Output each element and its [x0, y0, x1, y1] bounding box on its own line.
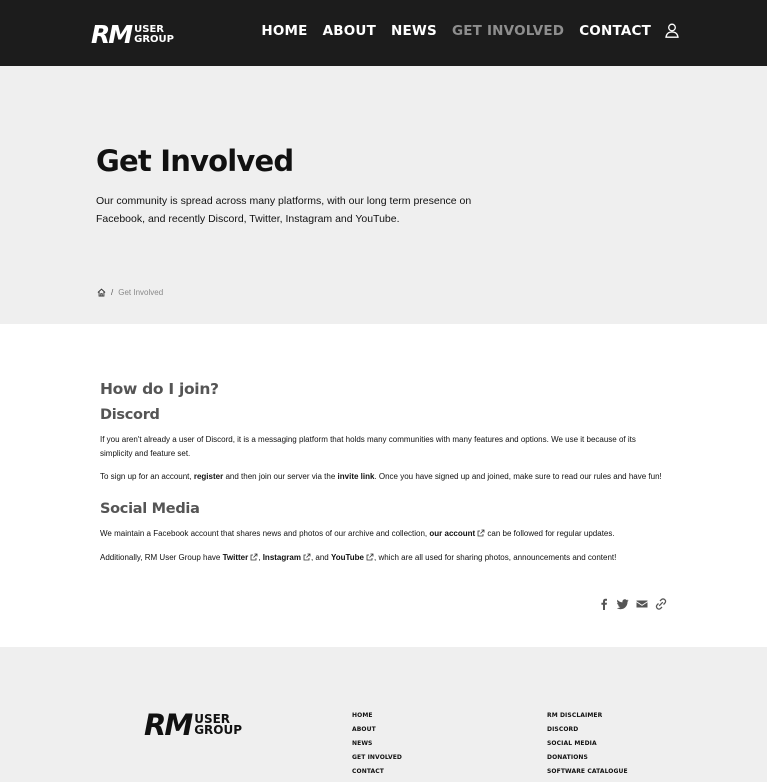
social-paragraph-1: We maintain a Facebook account that shares news and photos of our archive and collection, our account can be followed for regular updates. — [100, 529, 615, 538]
facebook-icon[interactable] — [598, 598, 610, 610]
nav-get-involved[interactable]: GET INVOLVED — [451, 23, 565, 39]
breadcrumb-separator: / — [111, 288, 114, 297]
logo-line-2: GROUP — [134, 33, 174, 45]
site-logo[interactable] — [91, 20, 174, 49]
page-title: Get Involved — [96, 144, 294, 178]
nav-about[interactable]: ABOUT — [322, 23, 376, 39]
footer-logo-line-2: GROUP — [194, 723, 243, 737]
logo-line-1: USER — [134, 24, 164, 35]
footer-nav-secondary — [547, 709, 628, 779]
footer-link-get-involved[interactable]: GET INVOLVED — [352, 754, 403, 761]
share-bar — [598, 598, 667, 610]
main-nav — [261, 23, 651, 39]
footer-logo-text — [194, 711, 243, 737]
logo-mark: RM — [91, 20, 132, 49]
discord-paragraph-1: If you aren't already a user of Discord, it is a messaging platform that holds many communities with many features and options. We use it because of its simplicity and feature set. — [100, 435, 636, 458]
external-link-icon — [303, 553, 311, 561]
register-link[interactable]: register — [193, 472, 224, 481]
discord-paragraph-2: To sign up for an account, register and then join our server via the invite link. Once you have signed up and joined, make sure to read our rules and have fun! — [100, 472, 662, 481]
footer-logo[interactable] — [144, 708, 242, 742]
footer-link-news[interactable]: NEWS — [352, 740, 373, 747]
site-header — [0, 0, 767, 66]
hero-intro: Our community is spread across many platforms, with our long term presence on Facebook, and recently Discord, Twitter, Instagram and YouTube. — [96, 195, 472, 225]
footer-link-donations[interactable]: DONATIONS — [547, 754, 588, 761]
external-link-icon — [477, 529, 485, 537]
footer-link-contact[interactable]: CONTACT — [352, 768, 384, 775]
mail-icon[interactable] — [636, 598, 648, 610]
footer-link-discord[interactable]: DISCORD — [547, 726, 579, 733]
breadcrumb-current: Get Involved — [118, 288, 164, 297]
youtube-link[interactable]: YouTube — [330, 553, 364, 562]
footer-link-about[interactable]: ABOUT — [352, 726, 376, 733]
footer-link-home[interactable]: HOME — [352, 712, 373, 719]
footer-nav-primary — [352, 709, 402, 779]
join-heading: How do I join? — [100, 380, 219, 398]
footer-link-rm-disclaimer[interactable]: RM DISCLAIMER — [547, 712, 603, 719]
footer-link-social-media[interactable]: SOCIAL MEDIA — [547, 740, 597, 747]
nav-home[interactable]: HOME — [261, 23, 308, 39]
nav-contact[interactable]: CONTACT — [579, 23, 651, 39]
instagram-link[interactable]: Instagram — [262, 553, 301, 562]
home-icon[interactable] — [97, 288, 106, 297]
external-link-icon — [366, 553, 374, 561]
invite-link[interactable]: invite link — [337, 472, 375, 481]
breadcrumb — [97, 288, 163, 297]
discord-heading: Discord — [100, 407, 160, 423]
facebook-account-link[interactable]: our account — [429, 529, 476, 538]
twitter-link[interactable]: Twitter — [222, 553, 249, 562]
social-media-heading: Social Media — [100, 501, 200, 517]
site-footer — [0, 647, 767, 782]
footer-logo-line-1: USER — [194, 711, 231, 726]
twitter-icon[interactable] — [617, 598, 629, 610]
main-content — [100, 380, 670, 565]
nav-news[interactable]: NEWS — [391, 23, 437, 39]
social-paragraph-2: Additionally, RM User Group have Twitter , Instagram , and YouTube , which are all used for sharing photos, announcements and content! — [100, 553, 617, 562]
link-icon[interactable] — [655, 598, 667, 610]
page-hero — [0, 66, 767, 324]
footer-link-software-catalogue[interactable]: SOFTWARE CATALOGUE — [547, 768, 628, 775]
footer-logo-mark: RM — [144, 708, 192, 742]
logo-text — [134, 25, 174, 44]
user-icon[interactable] — [665, 23, 679, 38]
